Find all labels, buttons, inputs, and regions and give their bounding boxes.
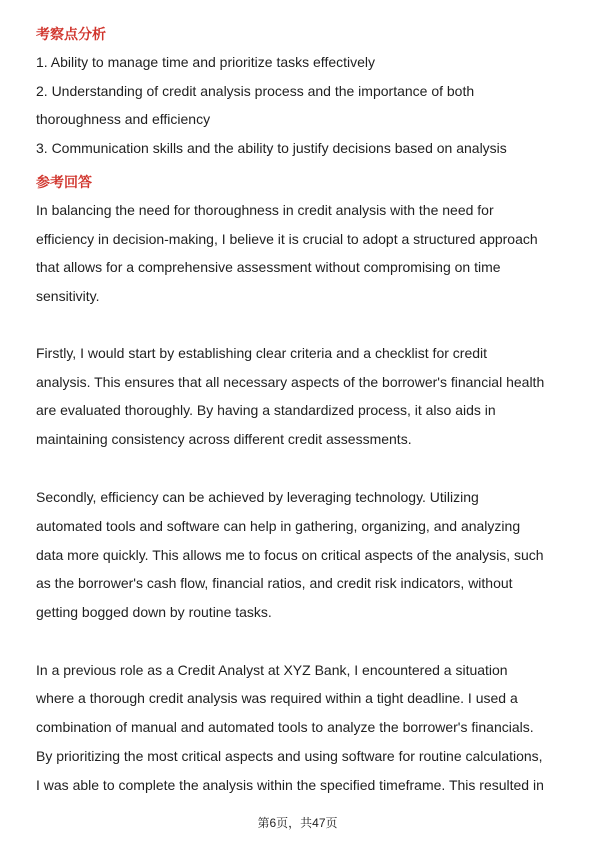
answer-line: combination of manual and automated tools to analyze the borrower's financials. bbox=[36, 719, 534, 735]
analysis-item-1: 1. Ability to manage time and prioritize tasks effectively bbox=[36, 54, 376, 70]
section-heading-answer: 参考回答 bbox=[36, 174, 92, 190]
analysis-item-2: 2. Understanding of credit analysis process and the importance of both bbox=[36, 83, 475, 99]
answer-line: as the borrower's cash flow, financial ratios, and credit risk indicators, without bbox=[36, 575, 513, 591]
answer-line: Secondly, efficiency can be achieved by leveraging technology. Utilizing bbox=[36, 489, 479, 505]
answer-line: automated tools and software can help in gathering, organizing, and analyzing bbox=[36, 518, 521, 534]
analysis-item-3: 3. Communication skills and the ability to justify decisions based on analysis bbox=[36, 140, 507, 156]
answer-line: analysis. This ensures that all necessary aspects of the borrower's financial health bbox=[36, 374, 545, 390]
answer-line: I was able to complete the analysis within the specified timeframe. This resulted in bbox=[36, 777, 544, 793]
answer-line: getting bogged down by routine tasks. bbox=[36, 604, 272, 620]
answer-line: efficiency in decision-making, I believe it is crucial to adopt a structured approach bbox=[36, 231, 538, 247]
answer-line: By prioritizing the most critical aspects and using software for routine calculations, bbox=[36, 748, 543, 764]
answer-line: maintaining consistency across different credit assessments. bbox=[36, 431, 412, 447]
answer-line: are evaluated thoroughly. By having a standardized process, it also aids in bbox=[36, 402, 496, 418]
answer-line: In a previous role as a Credit Analyst at XYZ Bank, I encountered a situation bbox=[36, 662, 508, 678]
answer-line: sensitivity. bbox=[36, 288, 100, 304]
section-heading-analysis: 考察点分析 bbox=[36, 26, 106, 42]
answer-line: In balancing the need for thoroughness in credit analysis with the need for bbox=[36, 202, 494, 218]
answer-line: data more quickly. This allows me to focus on critical aspects of the analysis, such bbox=[36, 547, 544, 563]
answer-line: where a thorough credit analysis was required within a tight deadline. I used a bbox=[36, 690, 518, 706]
answer-line: that allows for a comprehensive assessment without compromising on time bbox=[36, 259, 501, 275]
answer-line: Firstly, I would start by establishing clear criteria and a checklist for credit bbox=[36, 345, 488, 361]
analysis-item-2-continued: thoroughness and efficiency bbox=[36, 111, 211, 127]
page-number-footer: 第6页，共47页 bbox=[257, 816, 338, 830]
